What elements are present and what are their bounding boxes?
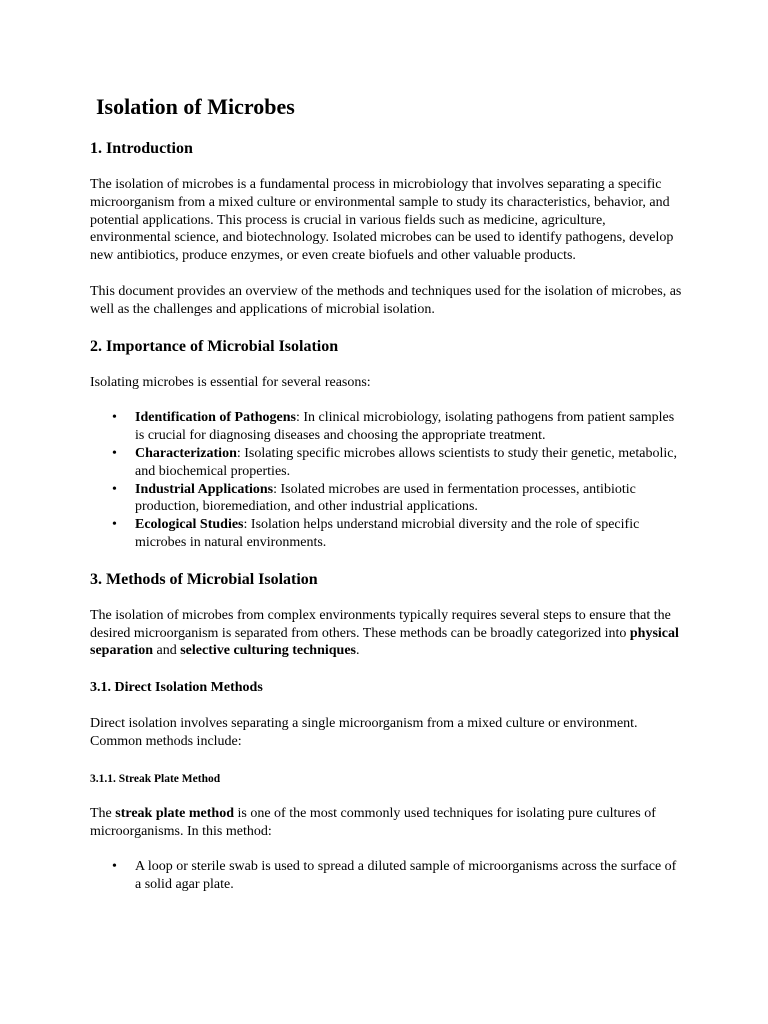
section-heading-methods: 3. Methods of Microbial Isolation	[90, 570, 318, 588]
section-heading-introduction: 1. Introduction	[90, 140, 193, 157]
intro-paragraph-1: The isolation of microbes is a fundamental process in microbiology that involves separating a specific microorganism from a mixed culture or environmental sample to study its characteristics, behavior, and potential applications. This process is crucial in various fields such as medicine, agriculture, environmental science, and biotechnology. Isolated microbes can be used to identify pathogens, develop new antibiotics, produce enzymes, or even create biofuels and other valuable products.	[90, 177, 674, 264]
document-page	[90, 92, 686, 912]
bullet-icon: •	[112, 445, 117, 461]
list-item-text: A loop or sterile swab is used to spread a diluted sample of microorganisms across the surface of a solid agar plate.	[135, 859, 677, 893]
list-item	[90, 516, 686, 552]
streak-plate-paragraph	[90, 805, 686, 841]
streak-text-start: The	[90, 805, 116, 821]
bullet-icon: •	[112, 481, 117, 497]
list-item-text: : Isolating specific microbes allows scientists to study their genetic, metabolic, and biochemical properties.	[135, 445, 677, 479]
intro-paragraph-2: This document provides an overview of the methods and techniques used for the isolation of microbes, as well as the challenges and applications of microbial isolation.	[90, 283, 682, 317]
methods-text-end: .	[355, 643, 360, 659]
direct-isolation-paragraph: Direct isolation involves separating a single microorganism from a mixed culture or environment. Common methods include:	[90, 716, 638, 749]
methods-bold-physical-separation: physical separation	[90, 625, 679, 659]
importance-lead-paragraph: Isolating microbes is essential for several reasons:	[90, 374, 371, 390]
list-item-term: Characterization	[135, 445, 237, 461]
subsection-heading-direct-isolation: 3.1. Direct Isolation Methods	[90, 680, 263, 696]
document-title: Isolation of Microbes	[96, 94, 295, 119]
subsubsection-heading-streak-plate: 3.1.1. Streak Plate Method	[90, 772, 221, 785]
list-item	[90, 481, 686, 517]
methods-bold-selective-culturing: selective culturing techniques	[180, 643, 356, 659]
list-item	[90, 445, 686, 481]
methods-text-mid: and	[153, 643, 181, 659]
streak-plate-list	[90, 858, 686, 894]
bullet-icon: •	[112, 517, 117, 533]
bullet-icon: •	[112, 859, 117, 875]
section-heading-importance: 2. Importance of Microbial Isolation	[90, 337, 339, 355]
streak-text-end: is one of the most commonly used techniques for isolating pure cultures of microorganisms. In this method:	[90, 805, 656, 839]
list-item	[90, 858, 686, 894]
methods-paragraph	[90, 607, 686, 660]
streak-bold-term: streak plate method	[115, 805, 234, 821]
list-item-term: Industrial Applications	[135, 481, 274, 497]
list-item-term: Identification of Pathogens	[135, 410, 296, 426]
list-item-text: : In clinical microbiology, isolating pathogens from patient samples is crucial for diagnosing diseases and choosing the appropriate treatment.	[135, 410, 675, 444]
importance-list	[90, 409, 686, 551]
list-item-term: Ecological Studies	[135, 517, 244, 533]
list-item-text: : Isolation helps understand microbial diversity and the role of specific microbes in natural environments.	[135, 517, 640, 550]
list-item	[90, 409, 686, 445]
list-item-text: : Isolated microbes are used in fermentation processes, antibiotic production, bioremediation, and other industrial applications.	[135, 481, 636, 515]
bullet-icon: •	[112, 410, 117, 426]
methods-text-start: The isolation of microbes from complex environments typically requires several steps to ensure that the desired microorganism is separated from others. These methods can be broadly categorized into	[90, 607, 671, 641]
